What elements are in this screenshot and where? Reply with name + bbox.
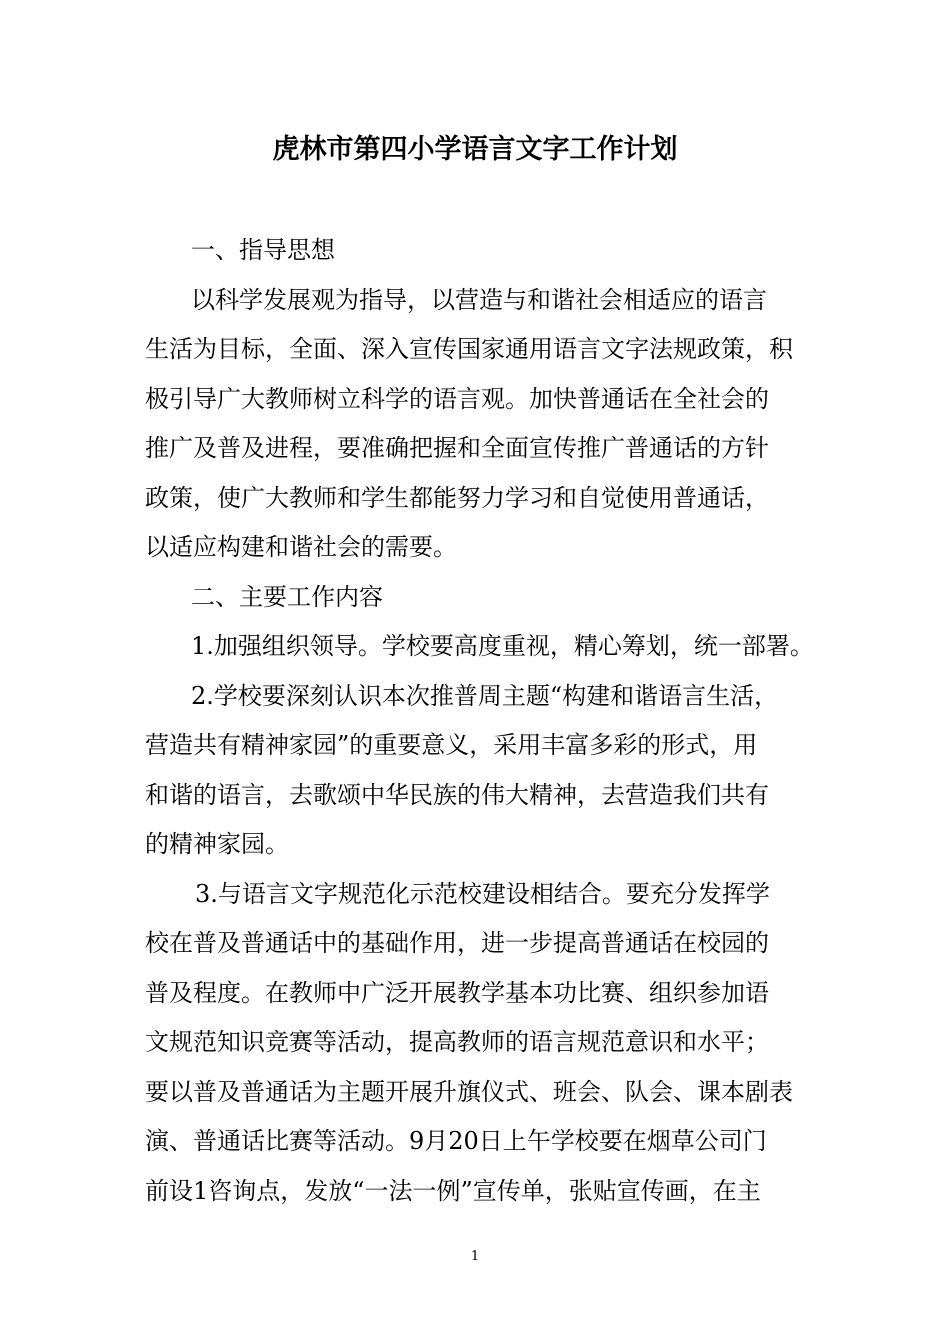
list-item-1: 1.加强组织领导。学校要高度重视，精心筹划，统一部署。 [191, 632, 814, 660]
paragraph-line: 的精神家园。 [145, 830, 289, 858]
paragraph-line: 文规范知识竞赛等活动，提高教师的语言规范意识和水平； [145, 1028, 769, 1056]
paragraph-line: 推广及普及进程，要准确把握和全面宣传推广普通话的方针 [145, 434, 769, 462]
paragraph-line: 极引导广大教师树立科学的语言观。加快普通话在全社会的 [145, 384, 769, 413]
paragraph-line: 校在普及普通话中的基础作用，进一步提高普通话在校园的 [145, 929, 769, 957]
paragraph-line: 普及程度。在教师中广泛开展教学基本功比赛、组织参加语 [145, 978, 769, 1007]
paragraph-line: 营造共有精神家园”的重要意义，采用丰富多彩的形式，用 [145, 731, 758, 759]
document-title: 虎林市第四小学语言文字工作计划 [272, 134, 678, 165]
paragraph-line: 以适应构建和谐社会的需要。 [145, 533, 457, 561]
section-heading-main-work: 二、主要工作内容 [191, 582, 383, 611]
document-body [145, 226, 814, 1216]
section-heading-guiding-thought: 一、指导思想 [191, 236, 335, 264]
list-item-2: 2.学校要深刻认识本次推普周主题“构建和谐语言生活， [191, 681, 779, 710]
paragraph-line: 生活为目标，全面、深入宣传国家通用语言文字法规政策，积 [145, 335, 793, 363]
paragraph-line: 要以普及普通话为主题开展升旗仪式、班会、队会、课本剧表 [145, 1077, 793, 1106]
paragraph-line: 政策，使广大教师和学生都能努力学习和自觉使用普通话， [145, 483, 769, 512]
paragraph-line: 前设1咨询点，发放“一法一例”宣传单，张贴宣传画，在主 [145, 1176, 761, 1205]
paragraph-line: 以科学发展观为指导，以营造与和谐社会相适应的语言 [191, 285, 767, 314]
paragraph-line: 和谐的语言，去歌颂中华民族的伟大精神，去营造我们共有 [145, 780, 769, 809]
list-item-3: 3.与语言文字规范化示范校建设相结合。要充分发挥学 [195, 879, 770, 908]
page-number: 1 [470, 1249, 480, 1264]
paragraph-line: 演、普通话比赛等活动。9月20日上午学校要在烟草公司门 [145, 1127, 767, 1155]
